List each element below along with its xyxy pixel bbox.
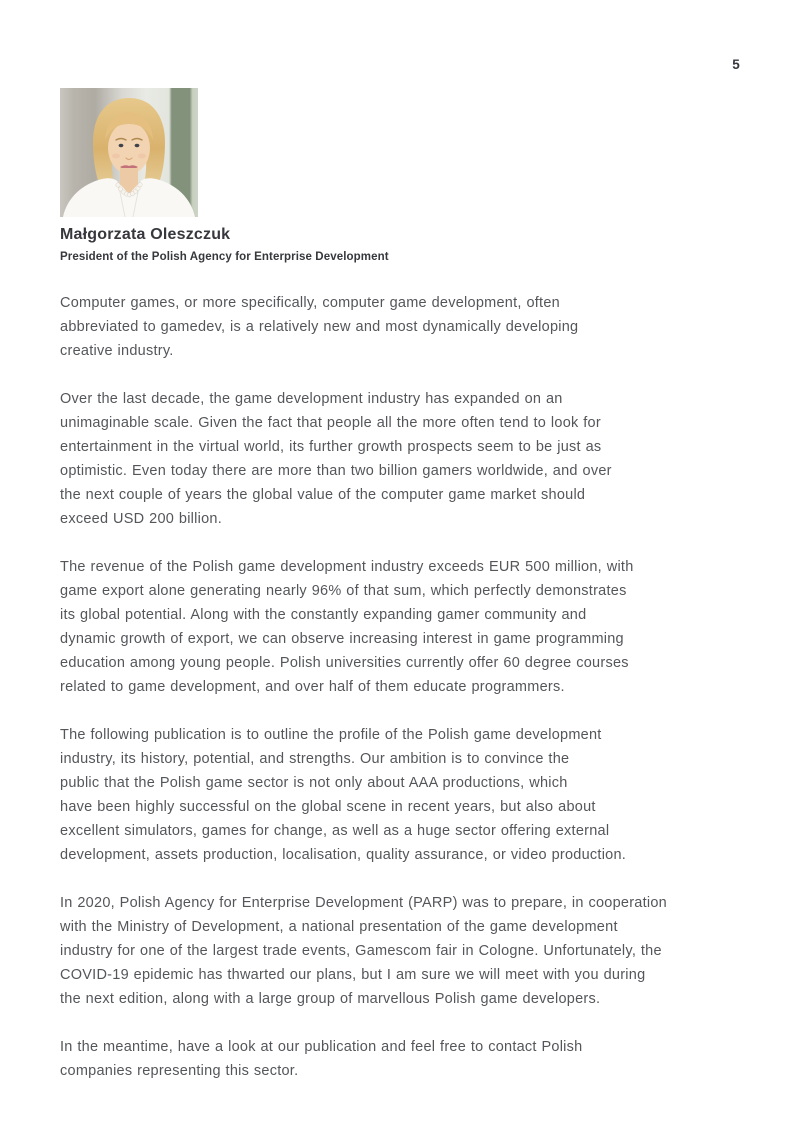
page-number: 5 [732,57,740,72]
body-paragraphs [60,291,752,1107]
portrait-illustration [60,88,198,217]
author-title: President of the Polish Agency for Enterprise Development [60,251,389,263]
paragraph-4: The following publication is to outline the profile of the Polish game development industry, its history, potential, and strengths. Our ambition is to convince the public that the Polish game sector is not only about AAA productions, which have been highly successful on the global scene in recent years, but also about excellent simulators, games for change, as well as a huge sector offering external development, assets production, localisation, quality assurance, or video production. [60,727,627,863]
paragraph-5: In 2020, Polish Agency for Enterprise Development (PARP) was to prepare, in cooperation with the Ministry of Development, a national presentation of the game development industry for one of the largest trade events, Gamescom fair in Cologne. Unfortunately, the COVID-19 epidemic has thwarted our plans, but I am sure we will meet with you during the next edition, along with a large group of marvellous Polish game developers. [60,895,667,1007]
portrait-photo [60,88,198,217]
paragraph-3: The revenue of the Polish game development industry exceeds EUR 500 million, with game export alone generating nearly 96% of that sum, which perfectly demonstrates its global potential. Along with the constantly expanding gamer community and dynamic growth of export, we can observe increasing interest in game programming education among young people. Polish universities currently offer 60 degree courses related to game development, and over half of them educate programmers. [60,559,634,695]
paragraph-1: Computer games, or more specifically, computer game development, often abbreviated to gamedev, is a relatively new and most dynamically developing creative industry. [60,295,579,359]
paragraph-6: In the meantime, have a look at our publication and feel free to contact Polish companies representing this sector. [60,1039,583,1079]
author-name: Małgorzata Oleszczuk [60,226,231,243]
paragraph-2: Over the last decade, the game development industry has expanded on an unimaginable scale. Given the fact that people all the more often tend to look for entertainment in the virtual world, its further growth prospects seem to be just as optimistic. Even today there are more than two billion gamers worldwide, and over the next couple of years the global value of the computer game market should exceed USD 200 billion. [60,391,612,527]
